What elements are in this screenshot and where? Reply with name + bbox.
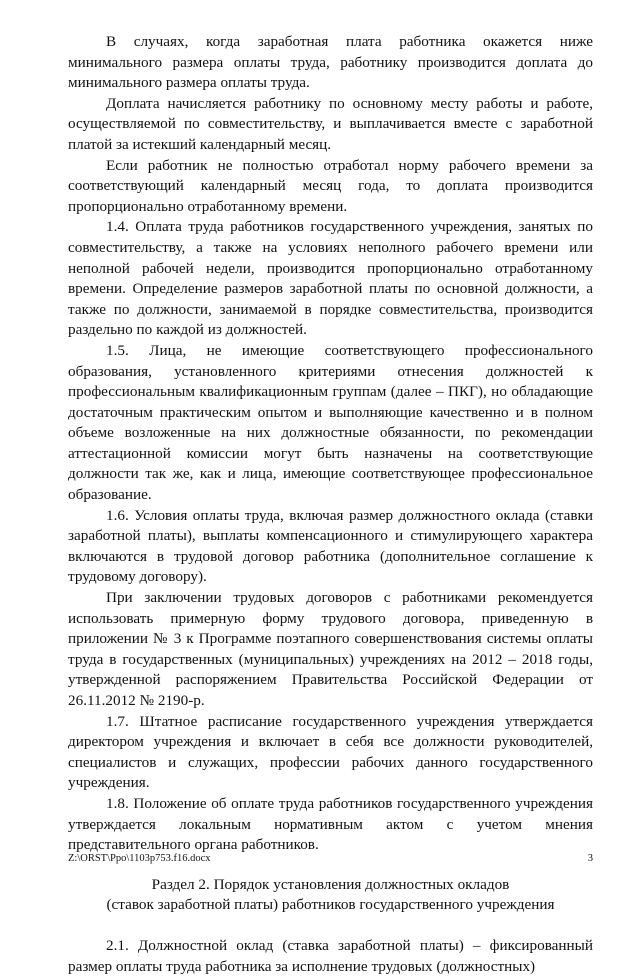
paragraph: В случаях, когда заработная плата работника окажется ниже минимального размера оплаты труда, работнику производится доплата до минимального размера оплаты труда. [68,33,593,92]
paragraph: 1.7. Штатное расписание государственного учреждения утверждается директором учреждения и включает в себя все должности руководителей, специалистов и служащих, профессии рабочих данного государственного учреждения. [68,712,593,792]
paragraph: 2.1. Должностной оклад (ставка заработной платы) – фиксированный размер оплаты труда работника за исполнение трудовых (должностных) [68,936,593,975]
paragraph: 1.5. Лица, не имеющие соответствующего профессионального образования, установленного критериями отнесения должностей к профессиональным квалификационным группам (далее – ПКГ), но обладающие достаточным практическим опытом и выполняющие качественно и в полном объеме возложенные на них должностные обязанности, по рекомендации аттестационной комиссии могут быть назначены на соответствующие должности так же, как и лица, имеющие соответствующее профессиональное образование. [68,341,593,504]
paragraph: 1.8. Положение об оплате труда работников государственного учреждения утверждается локальным нормативным актом с учетом мнения представительного органа работников. [68,794,593,854]
section-title-line-2: (ставок заработной платы) работников государственного учреждения [106,896,555,914]
section-title [68,875,593,916]
document-body [68,32,593,977]
paragraph: 1.4. Оплата труда работников государственного учреждения, занятых по совместительству, а также на условиях неполного рабочего времени или неполной рабочей недели, производится пропорционально отработанному времени. Определение размеров заработной платы по основной должности, а также по должности, занимаемой в порядке совместительства, производится раздельно по каждой из должностей. [68,218,593,339]
paragraph: Доплата начисляется работнику по основному месту работы и работе, осуществляемой по совместительству, и выплачивается вместе с заработной платой за истекший календарный месяц. [68,94,593,153]
section-title-line-1: Раздел 2. Порядок установления должностных окладов [151,875,510,893]
paragraph: Если работник не полностью отработал норму рабочего времени за соответствующий календарный месяц года, то доплата производится пропорционально отработанному времени. [68,156,593,215]
page-number: 3 [587,853,593,864]
file-path: Z:\ORST\Ppo\1103p753.f16.docx [68,853,211,864]
paragraph: При заключении трудовых договоров с работниками рекомендуется использовать примерную форму трудового договора, приведенную в приложении № 3 к Программе поэтапного совершенствования системы оплаты труда в государственных (муниципальных) учреждениях на 2012 – 2018 годы, утвержденной распоряжением Правительства Российской Федерации от 26.11.2012 № 2190-р. [68,589,593,709]
paragraph: 1.6. Условия оплаты труда, включая размер должностного оклада (ставки заработной платы), выплаты компенсационного и стимулирующего характера включаются в трудовой договор работника (дополнительное соглашение к трудовому договору). [68,506,593,586]
